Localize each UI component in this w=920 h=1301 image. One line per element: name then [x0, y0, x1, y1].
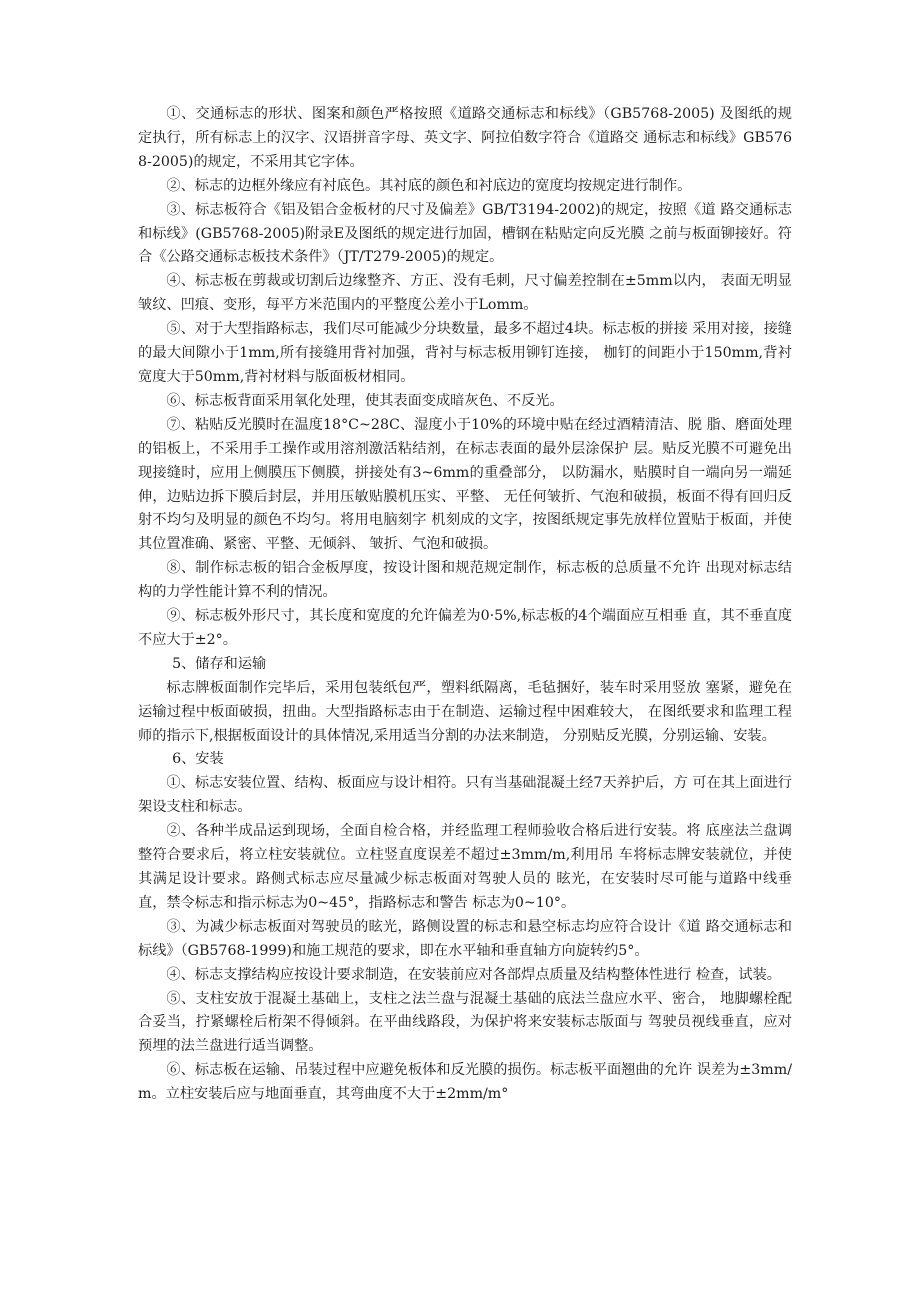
paragraph-pillar-flange: ⑤、支柱安放于混凝土基础上，支柱之法兰盘与混凝土基础的底法兰盘应水平、密合， 地脚螺栓配合妥当，拧紧螺栓后桁架不得倾斜。在平曲线路段，为保护将来安装标志版面与 驾驶员视线垂直，应对预埋的法兰盘进行适当调整。 — [138, 990, 792, 1055]
document-body — [138, 103, 792, 1107]
paragraph-semi-finished: ②、各种半成品运到现场，全面自检合格，并经监理工程师验收合格后进行安装。将 底座法兰盘调整符合要求后，将立柱安装就位。立柱竖直度误差不超过±3mm∕m,利用吊 车将标志牌安装就位，并使其满足设计要求。路侧式标志应尽量减少标志板面对驾驶人员的 眩光，在安装时尽可能与道路中线垂直，禁令标志和指示标志为0~45°，指路标志和警告 标志为0~10°。 — [138, 823, 792, 911]
paragraph-border-background: ②、标志的边框外缘应有衬底色。其衬底的颜色和衬底边的宽度均按规定进行制作。 — [166, 177, 692, 194]
paragraph-install-position: ①、标志安装位置、结构、板面应与设计相符。只有当基础混凝土经7天养护后，方 可在其上面进行架设支柱和标志。 — [138, 775, 792, 816]
paragraph-sign-shape-color: ①、交通标志的形状、图案和颜色严格按照《道路交通标志和标线》（GB5768-2005) 及图纸的规定执行，所有标志上的汉字、汉语拼音字母、英文字、阿拉伯数字符合《道路交 通标志和标线》GB5768-2005)的规定，不采用其它字体。 — [138, 106, 792, 170]
paragraph-transport-damage: ⑥、标志板在运输、吊装过程中应避免板体和反光膜的损伤。标志板平面翘曲的允许 误差为±3mm/m。立柱安装后应与地面垂直，其弯曲度不大于±2mm∕m° — [138, 1062, 792, 1103]
paragraph-glare-reduction: ③、为减少标志板面对驾驶员的眩光，路侧设置的标志和悬空标志均应符合设计《道 路交通标志和标线》（GB5768-1999)和施工规范的要求，即在水平轴和垂直轴方向旋转约5°。 — [138, 918, 792, 959]
paragraph-plate-material: ③、标志板符合《铝及铝合金板材的尺寸及偏差》GB/T3194-2002)的规定，按照《道 路交通标志和标线》(GB5768-2005)附录E及图纸的规定进行加固，槽钢在粘贴定向反光膜 之前与板面铆接好。符合《公路交通标志板技术条件》（JT/T279-2005)的规定。 — [138, 201, 792, 266]
paragraph-support-structure: ④、标志支撑结构应按设计要求制造，在安装前应对各部焊点质量及结构整体性进行 检查，试装。 — [166, 966, 781, 983]
paragraph-cutting-tolerance: ④、标志板在剪裁或切割后边缘整齐、方正、没有毛刺，尺寸偏差控制在±5mm以内， 表面无明显皱纹、凹痕、变形，每平方米范围内的平整度公差小于Lomm。 — [138, 273, 792, 314]
paragraph-plate-thickness: ⑧、制作标志板的铝合金板厚度，按设计图和规范规定制作，标志板的总质量不允许 出现对标志结构的力学性能计算不利的情况。 — [138, 560, 792, 601]
paragraph-back-oxidation: ⑥、标志板背面采用氧化处理，使其表面变成暗灰色、不反光。 — [166, 392, 564, 409]
paragraph-storage-transport: 标志牌板面制作完毕后，采用包装纸包严，塑料纸隔离，毛毡捆好，装车时采用竖放 塞紧，避免在运输过程中板面破损，扭曲。大型指路标志由于在制造、运输过程中困难较大， 在图纸要求和监理工程师的指示下,根据板面设计的具体情况,采用适当分割的办法来制造， 分别贴反光膜，分别运输、安装。 — [138, 679, 792, 744]
paragraph-dimension-tolerance: ⑨、标志板外形尺寸，其长度和宽度的允许偏差为0·5%,标志板的4个端面应互相垂 直，其不垂直度不应大于±2°。 — [138, 608, 792, 648]
paragraph-large-sign-joints: ⑤、对于大型指路标志，我们尽可能减少分块数量，最多不超过4块。标志板的拼接 采用对接，接缝的最大间隙小于1mm,所有接缝用背衬加强，背衬与标志板用铆钉连接， 枷钉的间距小于150mm,背衬宽度大于50mm,背衬材料与版面板材相同。 — [138, 321, 792, 385]
section-heading-storage: 5、储存和运输 — [172, 655, 267, 672]
paragraph-reflective-film: ⑦、粘贴反光膜时在温度18°C~28C、湿度小于10%的环境中贴在经过酒精清洁、脱 脂、磨面处理的铝板上，不采用手工操作或用溶剂激活粘结剂，在标志表面的最外层涂保护 层。贴反光膜不可避免出现接缝时，应用上侧膜压下侧膜，拼接处有3~6mm的重叠部分， 以防漏水，贴膜时自一端向另一端延伸，边贴边拆下膜后封层，并用压敏贴膜机压实、平整、 无任何皱折、气泡和破损，板面不得有回归反射不均匀及明显的颜色不均匀。将用电脑刻字 机刻成的文字，按图纸规定事先放样位置贴于板面，并使其位置准确、紧密、平整、无倾斜、 皱折、气泡和破损。 — [138, 416, 792, 553]
section-heading-installation: 6、安装 — [172, 751, 224, 768]
